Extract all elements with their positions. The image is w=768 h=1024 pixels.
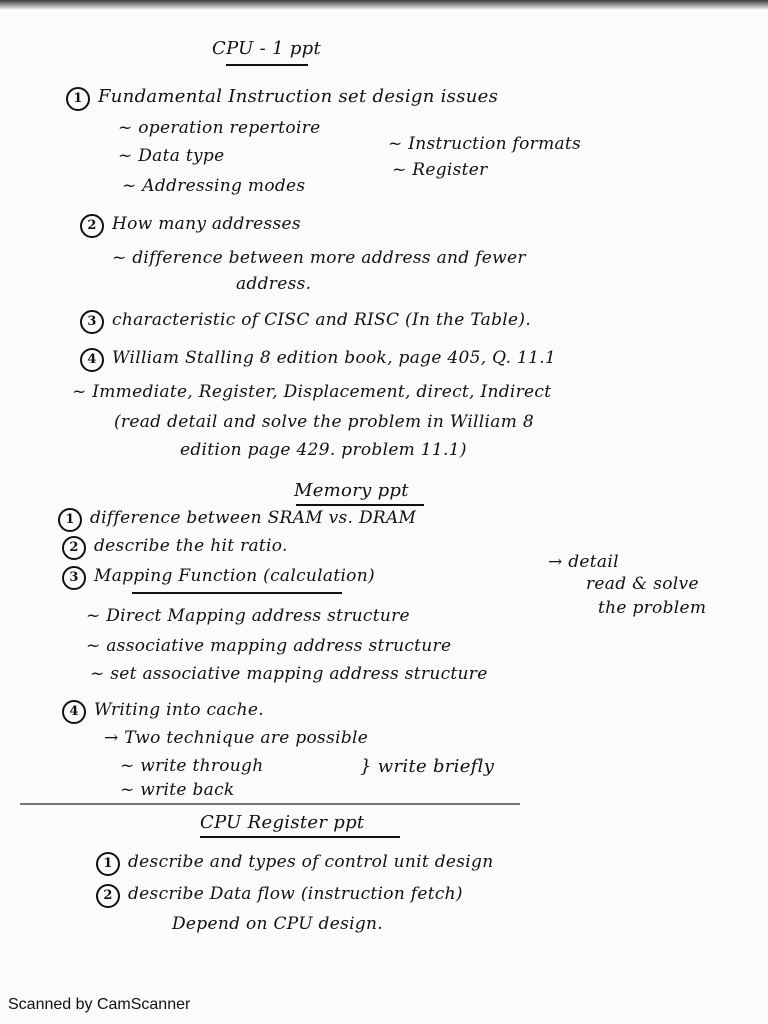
register: ~ Register [392, 160, 488, 180]
addressing-modes: ~ Addressing modes [122, 176, 306, 196]
instruction-formats: ~ Instruction formats [388, 134, 582, 154]
cpureg-item2 [96, 884, 463, 908]
cpu1-title: CPU - 1 ppt [212, 38, 322, 59]
direct-mapping: ~ Direct Mapping address structure [86, 606, 410, 626]
memory-item4-number: 4 [62, 700, 86, 724]
scan-edge-shadow [0, 0, 768, 10]
cpu1-item2 [80, 214, 301, 238]
memory-item1 [58, 508, 416, 532]
mapping-note-read: read & solve [586, 574, 699, 594]
cpu1-item1-number: 1 [66, 87, 90, 111]
cpu1-item4-text: William Stalling 8 edition book, page 405, Q. 11.1 [112, 348, 557, 368]
cpu1-item2-number: 2 [80, 214, 104, 238]
cpu1-item2-text: How many addresses [112, 214, 301, 234]
mapping-note-detail: → detail [548, 552, 619, 572]
data-type: ~ Data type [118, 146, 225, 166]
cpureg-title-underline [200, 836, 400, 838]
cpu1-item1 [66, 86, 498, 111]
cpu1-item4-read: (read detail and solve the problem in William 8 [114, 412, 534, 432]
memory-title: Memory ppt [294, 480, 409, 501]
cpureg-item2-cont: Depend on CPU design. [172, 914, 383, 934]
memory-item4 [62, 700, 264, 724]
section-separator [20, 803, 520, 805]
cpu1-item4-sub: ~ Immediate, Register, Displacement, direct, Indirect [72, 382, 552, 402]
cpureg-item1 [96, 852, 493, 876]
cpu1-item3-text: characteristic of CISC and RISC (In the Table). [112, 310, 532, 330]
memory-item3-text: Mapping Function (calculation) [94, 566, 375, 586]
memory-item4-text: Writing into cache. [94, 700, 264, 720]
cpu1-item1-text: Fundamental Instruction set design issues [98, 86, 499, 107]
cpu1-title-underline [226, 64, 308, 66]
associative-mapping: ~ associative mapping address structure [86, 636, 452, 656]
set-associative-mapping: ~ set associative mapping address structure [90, 664, 488, 684]
memory-item2-text: describe the hit ratio. [94, 536, 288, 556]
memory-item3 [62, 566, 375, 590]
cpureg-item2-number: 2 [96, 884, 120, 908]
memory-item2-number: 2 [62, 536, 86, 560]
cpu1-item4 [80, 348, 556, 372]
mapping-function-underline [132, 592, 342, 594]
cpu1-item2-sub: ~ difference between more address and fewer [112, 248, 526, 268]
two-technique: → Two technique are possible [104, 728, 369, 748]
memory-item1-number: 1 [58, 508, 82, 532]
memory-title-underline [296, 504, 424, 506]
memory-item3-number: 3 [62, 566, 86, 590]
cpureg-item1-number: 1 [96, 852, 120, 876]
memory-item2 [62, 536, 288, 560]
write-back: ~ write back [120, 780, 235, 800]
memory-item1-text: difference between SRAM vs. DRAM [90, 508, 417, 528]
cpu1-item3-number: 3 [80, 310, 104, 334]
mapping-note-problem: the problem [598, 598, 707, 618]
cpu1-item4-read-cont: edition page 429. problem 11.1) [180, 440, 467, 460]
write-through: ~ write through [120, 756, 264, 776]
cpu1-item4-number: 4 [80, 348, 104, 372]
scanner-watermark: Scanned by CamScanner [8, 996, 191, 1013]
cpu1-item2-sub-cont: address. [236, 274, 312, 294]
cpureg-item2-text: describe Data flow (instruction fetch) [128, 884, 463, 904]
cpureg-title: CPU Register ppt [200, 812, 365, 833]
write-briefly: } write briefly [360, 756, 495, 777]
cpureg-item1-text: describe and types of control unit design [128, 852, 494, 872]
cpu1-item3 [80, 310, 531, 334]
op-repertoire: ~ operation repertoire [118, 118, 321, 138]
